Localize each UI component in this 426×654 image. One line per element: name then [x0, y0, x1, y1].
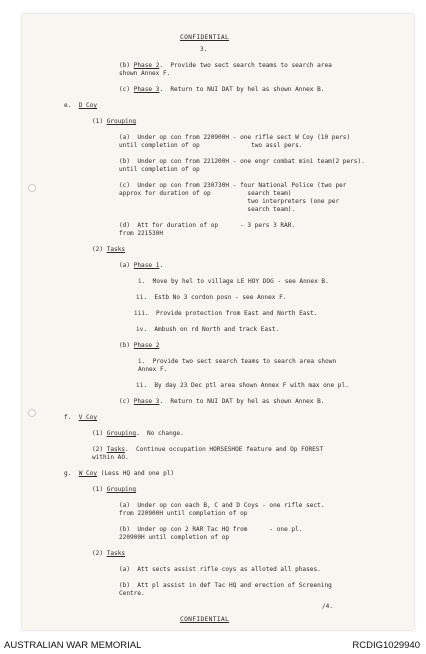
section-v-coy: f. V Coy: [64, 414, 98, 421]
phase-2-heading: (b) Phase 2: [119, 342, 160, 349]
footer-classification: CONFIDENTIAL: [180, 616, 230, 623]
archive-footer: [0, 636, 426, 654]
w-coy-grouping-a-cont: from 220900H until completion of op: [119, 510, 248, 517]
archive-ref: RCDIG1029940: [352, 640, 420, 651]
grouping-c: (c) Under op con from 230730H - four National Police (two per: [119, 182, 347, 189]
phase-1-item: iv. Ambush on rd North and track East.: [136, 326, 280, 333]
w-coy-task-b: (b) Att pl assist in def Tac HQ and erection of Screening: [119, 582, 332, 589]
phase-2-line: (b) Phase 2. Provide two sect search teams to search area: [119, 62, 332, 69]
grouping-a-cont: until completion of op two assl pers.: [119, 142, 303, 149]
archive-name: AUSTRALIAN WAR MEMORIAL: [4, 640, 142, 651]
w-coy-task-b-cont: Centre.: [119, 590, 145, 597]
w-coy-grouping-b-cont: 220900H until completion of op: [119, 534, 230, 541]
phase-2-line-cont: shown Annex F.: [119, 70, 171, 77]
continuation-mark: /4.: [322, 603, 334, 610]
punch-hole: [28, 409, 36, 417]
grouping-b: (b) Under op con from 221200H - one engr combat mini team(2 pers).: [119, 158, 365, 165]
tasks-heading: (2) Tasks: [92, 246, 126, 253]
v-coy-tasks: (2) Tasks. Continue occupation HORSESHOE feature and Op FOREST: [92, 446, 324, 453]
phase-3-line: (c) Phase 3. Return to NUI DAT by hel as shown Annex B.: [119, 86, 325, 93]
grouping-b-cont: until completion of op: [119, 166, 200, 173]
phase-3-heading: (c) Phase 3. Return to NUI DAT by hel as shown Annex B.: [119, 398, 325, 405]
phase-2-item: i. Provide two sect search teams to search area shown: [138, 358, 337, 365]
grouping-d: (d) Att for duration of op - 3 pers 3 RAR.: [119, 222, 296, 229]
v-coy-tasks-cont: within AO.: [92, 454, 129, 461]
grouping-c-cont: search team).: [119, 206, 296, 213]
punch-hole: [28, 184, 36, 192]
section-d-coy: e. D Coy: [64, 102, 98, 109]
grouping-d-cont: from 221530H: [119, 230, 164, 237]
grouping-a: (a) Under op con from 220900H - one rifle sect W Coy (10 pers): [119, 134, 351, 141]
grouping-c-cont: approx for duration of op search team): [119, 190, 292, 197]
header-classification: CONFIDENTIAL: [180, 34, 230, 41]
grouping-heading: (1) Grouping: [92, 118, 137, 125]
w-coy-task-a: (a) Att sects assist rifle coys as alloted all phases.: [119, 566, 321, 573]
phase-2-item-cont: Annex F.: [138, 366, 168, 373]
w-coy-tasks-heading: (2) Tasks: [92, 550, 126, 557]
section-w-coy: g. W Coy (Less HQ and one pl): [64, 470, 175, 477]
w-coy-grouping-b: (b) Under op con 2 RAR Tac HQ from - one pl.: [119, 526, 303, 533]
page-number: 3.: [200, 46, 208, 53]
phase-1-item: iii. Provide protection from East and North East.: [134, 310, 318, 317]
w-coy-grouping-a: (a) Under op con each B, C and D Coys - one rifle sect.: [119, 502, 325, 509]
phase-1-heading: (a) Phase 1.: [119, 262, 164, 269]
v-coy-grouping: (1) Grouping. No change.: [92, 430, 184, 437]
document-page: [22, 14, 414, 630]
phase-2-item: ii. By day 23 Dec ptl area shown Annex F with max one pl.: [136, 382, 349, 389]
phase-1-item: ii. Estb No 3 cordon posn - see Annex F.: [136, 294, 287, 301]
phase-1-item: i. Move by hel to village LE HOY DOG - see Annex B.: [138, 278, 329, 285]
w-coy-grouping-heading: (1) Grouping: [92, 486, 137, 493]
grouping-c-cont: two interpreters (one per: [119, 198, 340, 205]
